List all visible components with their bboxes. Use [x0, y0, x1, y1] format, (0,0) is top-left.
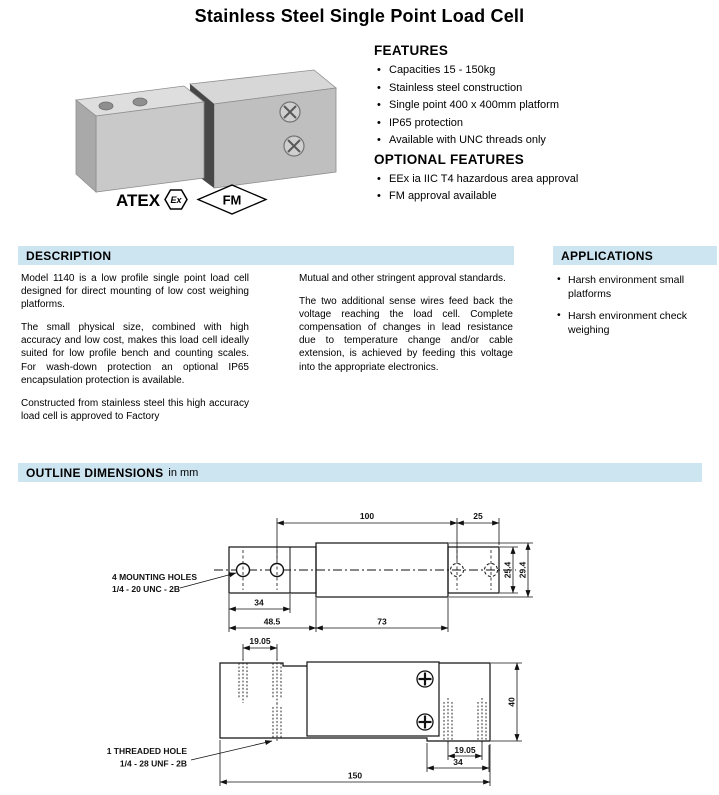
- features-section: [374, 43, 718, 208]
- page-title: Stainless Steel Single Point Load Cell: [194, 6, 525, 26]
- description-banner: [18, 246, 514, 265]
- description-heading: DESCRIPTION: [26, 248, 112, 263]
- dim-label: 19.05: [454, 745, 476, 755]
- svg-text:FM: FM: [222, 192, 242, 208]
- description-paragraph: The two additional sense wires feed back the voltage reaching the load cell. Complete compensation of changes in lead resistance due to temperature change and/or cable extension, is achieved by feeding this voltage into the appropriate electronics.: [299, 296, 513, 373]
- photo-right-front-face: [214, 88, 336, 188]
- photo-screw-1: [280, 102, 300, 122]
- photo-screw-2: [284, 136, 304, 156]
- features-heading: FEATURES: [374, 43, 449, 58]
- feature-item: • Stainless steel construction: [374, 80, 718, 98]
- dim-label: 29.4: [517, 561, 528, 579]
- dim-label: 40: [506, 697, 517, 707]
- description-column-2: [299, 272, 513, 384]
- optional-features-list: [374, 171, 718, 206]
- top-view: [180, 518, 533, 632]
- load-cell-photo: [62, 50, 348, 200]
- dim-label: 48.5: [263, 616, 281, 627]
- dim-label: 25: [473, 511, 483, 521]
- hidden-hole-lines: [239, 659, 486, 744]
- dim-label: 100: [359, 511, 375, 521]
- dim-label: 19.05: [249, 636, 271, 646]
- outline-unit-note: in mm: [168, 466, 199, 479]
- photo-left-front-face: [96, 102, 204, 192]
- mounting-holes-note: 1/4 - 20 UNC - 2B: [112, 584, 181, 594]
- features-list: [374, 62, 718, 150]
- feature-item: • EEx ia IIC T4 hazardous area approval: [374, 171, 718, 189]
- leader-line: [191, 741, 272, 760]
- dim-label: 25.4: [502, 561, 513, 579]
- application-item: • Harsh environment check weighing: [555, 310, 718, 337]
- outline-dimensions-banner: [18, 463, 702, 482]
- svg-text:Ex: Ex: [170, 195, 182, 205]
- applications-list: [555, 274, 718, 346]
- dim-label: 73: [377, 616, 387, 627]
- side-view-outline: [220, 663, 490, 741]
- photo-hole-2: [133, 98, 147, 106]
- feature-item: • FM approval available: [374, 188, 718, 206]
- mounting-holes-note: 4 MOUNTING HOLES: [112, 572, 198, 582]
- threaded-hole-note: 1 THREADED HOLE: [106, 746, 187, 756]
- outline-dimensions-heading: OUTLINE DIMENSIONS: [26, 465, 164, 480]
- fm-diamond-icon: [198, 185, 266, 214]
- outline-drawing: [0, 495, 719, 795]
- dim-label: 34: [254, 597, 264, 608]
- feature-item: • Single point 400 x 400mm platform: [374, 97, 718, 115]
- application-item: • Harsh environment small platforms: [555, 274, 718, 301]
- dim-label: 150: [347, 770, 363, 781]
- description-paragraph: The small physical size, combined with high accuracy and low cost, makes this load cell ideally suited for low profile bench and counting scales. For wash-down protection an optional IP65 encapsulation protection is available.: [21, 322, 249, 386]
- atex-logo: ATEX: [116, 191, 161, 210]
- description-paragraph: Constructed from stainless steel this high accuracy load cell is approved to Factory: [21, 397, 249, 422]
- applications-heading: APPLICATIONS: [561, 248, 654, 263]
- photo-left-side-face: [76, 100, 96, 192]
- side-view: [191, 644, 522, 786]
- description-column-1: [21, 272, 249, 433]
- feature-item: • Available with UNC threads only: [374, 132, 718, 150]
- side-view-screw: [417, 671, 433, 687]
- photo-hole-1: [99, 102, 113, 110]
- atex-ex-hexagon-icon: [165, 190, 187, 209]
- feature-item: • IP65 protection: [374, 115, 718, 133]
- applications-banner: [553, 246, 717, 265]
- threaded-hole-note: 1/4 - 28 UNF - 2B: [119, 758, 187, 769]
- optional-features-heading: OPTIONAL FEATURES: [374, 151, 525, 167]
- description-paragraph: Model 1140 is a low profile single point load cell designed for direct mounting of low cost weighing platforms.: [21, 273, 249, 311]
- side-view-screw: [417, 714, 433, 730]
- dim-label: 34: [453, 757, 463, 767]
- description-paragraph: Mutual and other stringent approval standards.: [299, 273, 506, 284]
- approval-logos: [114, 183, 270, 216]
- feature-item: • Capacities 15 - 150kg: [374, 62, 718, 80]
